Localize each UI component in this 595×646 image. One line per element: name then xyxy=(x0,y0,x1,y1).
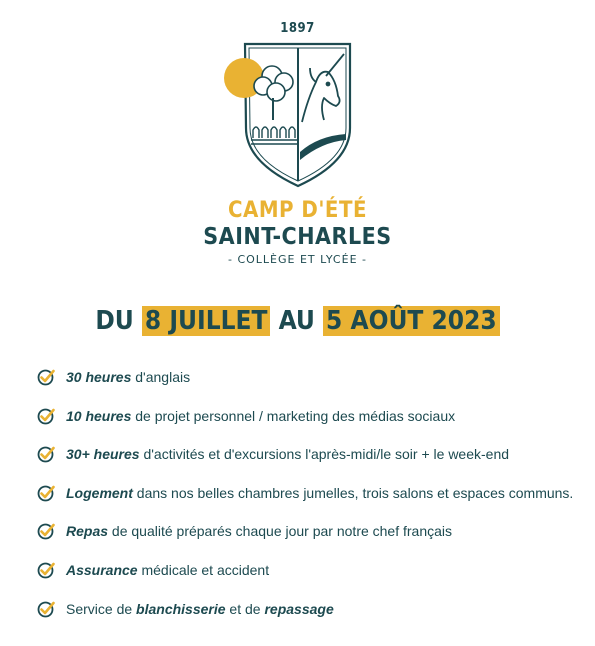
feature-highlight: blanchisserie xyxy=(136,600,226,617)
feature-item xyxy=(37,366,587,405)
check-circle-icon xyxy=(37,445,55,463)
end-date: 5 AOÛT 2023 xyxy=(323,306,500,336)
check-circle-icon xyxy=(37,484,55,502)
feature-detail: dans nos belles chambres jumelles, trois salons et espaces communs. xyxy=(132,484,574,501)
founding-year: 1897 xyxy=(280,21,315,36)
feature-text xyxy=(66,520,452,542)
feature-highlight: 30 heures xyxy=(66,369,132,385)
feature-text xyxy=(66,366,190,388)
check-circle-icon xyxy=(37,407,55,425)
feature-highlight: Assurance xyxy=(66,561,138,578)
feature-text xyxy=(66,443,509,465)
feature-item xyxy=(37,520,587,559)
feature-highlight: repassage xyxy=(264,600,334,617)
feature-highlight: Repas xyxy=(66,523,109,540)
feature-item xyxy=(37,559,587,598)
feature-detail: Service de xyxy=(66,600,137,617)
school-crest-logo xyxy=(218,40,358,190)
feature-text xyxy=(66,559,269,581)
start-date: 8 JUILLET xyxy=(142,306,271,336)
camp-title: CAMP D'ÉTÉ xyxy=(228,198,367,223)
dates-prefix: DU xyxy=(95,306,134,336)
check-circle-icon xyxy=(37,368,55,386)
feature-detail: de qualité préparés chaque jour par notre chef français xyxy=(108,523,453,540)
feature-item xyxy=(37,482,587,521)
feature-item xyxy=(37,598,587,637)
feature-highlight: 30+ heures xyxy=(66,446,140,463)
feature-detail: d'anglais xyxy=(131,369,191,385)
check-circle-icon xyxy=(37,522,55,540)
camp-dates xyxy=(0,303,595,339)
feature-detail: et de xyxy=(225,600,265,617)
feature-highlight: 10 heures xyxy=(66,407,132,424)
school-subtitle: - COLLÈGE ET LYCÉE - xyxy=(228,253,367,266)
feature-item xyxy=(37,443,587,482)
feature-text xyxy=(66,598,334,620)
school-name: SAINT-CHARLES xyxy=(203,224,392,250)
feature-detail: d'activités et d'excursions l'après-midi/le soir + le week-end xyxy=(139,446,510,463)
feature-text xyxy=(66,405,455,427)
feature-item xyxy=(37,405,587,444)
feature-highlight: Logement xyxy=(66,484,133,501)
check-circle-icon xyxy=(37,561,55,579)
feature-text xyxy=(66,482,573,504)
feature-detail: médicale et accident xyxy=(137,561,270,578)
feature-detail: de projet personnel / marketing des médias sociaux xyxy=(131,407,456,424)
feature-list xyxy=(37,366,587,636)
check-circle-icon xyxy=(37,600,55,618)
dates-middle: AU xyxy=(278,306,315,336)
